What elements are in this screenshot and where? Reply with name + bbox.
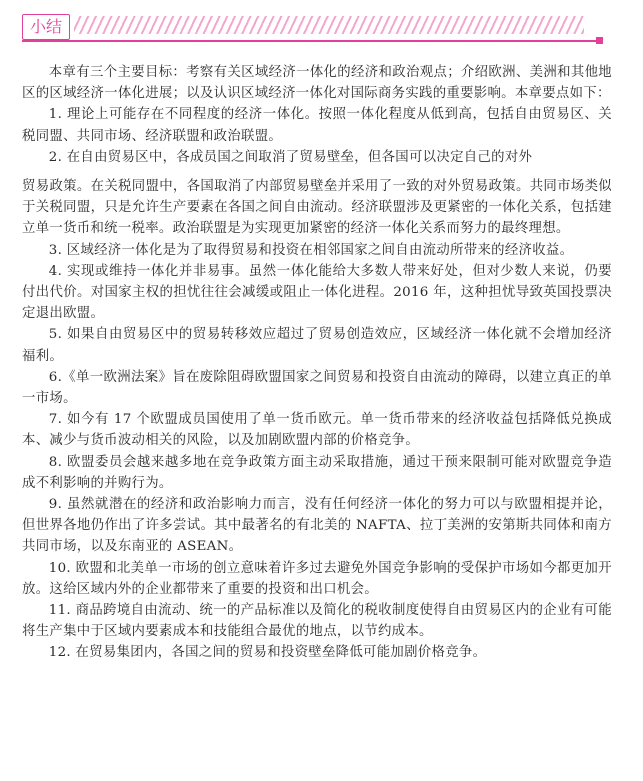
header-underline: [22, 40, 598, 42]
summary-body: [22, 62, 612, 664]
point-9: 9. 虽然就潜在的经济和政治影响力而言，没有任何经济一体化的努力可以与欧盟相提并论，但世界各地仍作出了许多尝试。其中最著名的有北美的 NAFTA、拉丁美洲的安第斯共同体和南方共同市场，以及东南亚的 ASEAN。: [22, 497, 612, 555]
point-12: 12. 在贸易集团内，各国之间的贸易和投资壁垒降低可能加剧价格竞争。: [48, 645, 487, 661]
point-10: 10. 欧盟和北美单一市场的创立意味着许多过去避免外国竞争影响的受保护市场如今都更加开放。这给区域内外的企业都带来了重要的投资和出口机会。: [22, 560, 612, 597]
point-4: 4. 实现或维持一体化并非易事。虽然一体化能给大多数人带来好处，但对少数人来说，仍要付出代价。对国家主权的担忧往往会减缓或阻止一体化进程。2016 年，这种担忧导致英国投票决定退出欧盟。: [22, 263, 612, 322]
point-3: 3. 区域经济一体化是为了取得贸易和投资在相邻国家之间自由流动所带来的经济收益。: [48, 242, 574, 258]
section-header: [22, 10, 602, 44]
point-2-continued: 贸易政策。在关税同盟中，各国取消了内部贸易壁垒并采用了一致的对外贸易政策。共同市场类似于关税同盟，只是允许生产要素在各国之间自由流动。经济联盟涉及更紧密的一体化关系，包括建立单一货币和统一税率。政治联盟是为实现更加紧密的经济一体化关系而努力的最终理想。: [22, 179, 612, 237]
point-6: 6.《单一欧洲法案》旨在废除阻碍欧盟国家之间贸易和投资自由流动的障碍，以建立真正的单一市场。: [22, 369, 612, 407]
point-11: 11. 商品跨境自由流动、统一的产品标准以及简化的税收制度使得自由贸易区内的企业有可能将生产集中于区域内要素成本和技能组合最优的地点，以节约成本。: [22, 603, 612, 640]
point-8: 8. 欧盟委员会越来越多地在竞争政策方面主动采取措施，通过干预来限制可能对欧盟竞争造成不利影响的并购行为。: [22, 454, 612, 491]
point-2: 2. 在自由贸易区中，各成员国之间取消了贸易壁垒，但各国可以决定自己的对外: [48, 149, 533, 165]
point-5: 5. 如果自由贸易区中的贸易转移效应超过了贸易创造效应，区域经济一体化就不会增加经济福利。: [22, 327, 612, 364]
point-7: 7. 如今有 17 个欧盟成员国使用了单一货币欧元。单一货币带来的经济收益包括降低兑换成本、减少与货币波动相关的风险，以及加剧欧盟内部的价格竞争。: [22, 412, 612, 449]
header-end-marker: [596, 37, 603, 44]
decorative-hatch-stripe: [74, 16, 584, 34]
point-1: 1. 理论上可能存在不同程度的经济一体化。按照一体化程度从低到高，包括自由贸易区、关税同盟、共同市场、经济联盟和政治联盟。: [22, 107, 612, 144]
intro-paragraph: 本章有三个主要目标：考察有关区域经济一体化的经济和政治观点；介绍欧洲、美洲和其他地区的区域经济一体化进展；以及认识区域经济一体化对国际商务实践的重要影响。本章要点如下：: [22, 65, 612, 102]
section-title: 小结: [22, 14, 70, 40]
